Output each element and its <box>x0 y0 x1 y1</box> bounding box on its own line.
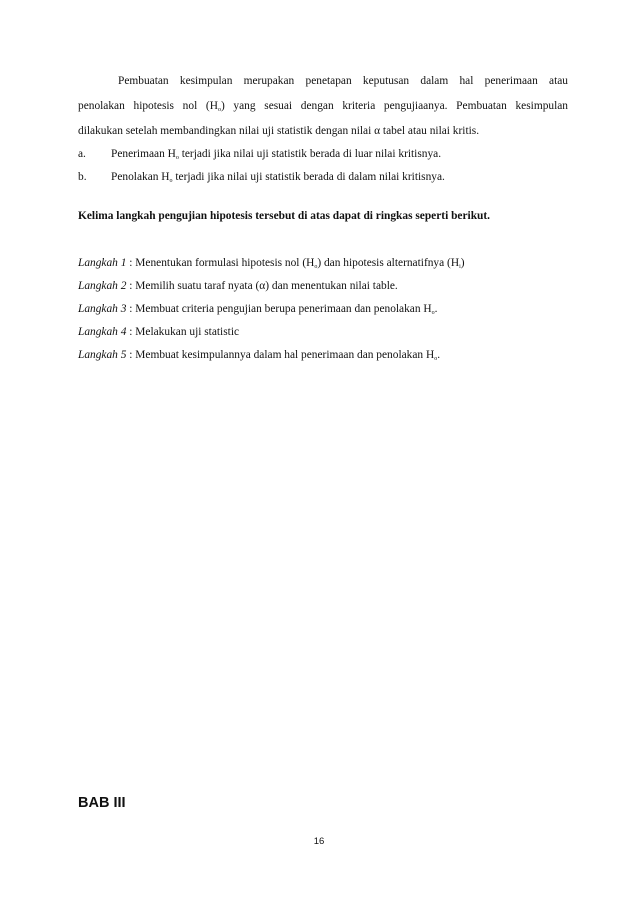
step-row <box>78 325 568 339</box>
subscript: i <box>459 264 461 270</box>
step-text-mid: ) dan hipotesis alternatifnya (H <box>317 257 460 269</box>
step-label: Langkah 4 <box>78 326 127 338</box>
step-row <box>78 279 568 293</box>
paragraph-line-3 <box>78 124 568 138</box>
list-item-b <box>78 170 568 184</box>
step-text: : Memilih suatu taraf nyata (α) dan menentukan nilai table. <box>126 280 398 292</box>
step-label: Langkah 2 <box>78 280 127 292</box>
step-row <box>78 256 568 270</box>
subscript: o <box>434 356 438 362</box>
list-text-rest: terjadi jika nilai uji statistik berada di dalam nilai kritisnya. <box>172 171 445 183</box>
step-text: : Membuat kesimpulannya dalam hal penerimaan dan penolakan H <box>126 349 435 361</box>
paragraph-line-2-rest: ) yang sesuai dengan kriteria pengujiaanya. Pembuatan kesimpulan <box>220 100 569 112</box>
step-text-end: . <box>437 349 441 361</box>
list-item-a <box>78 147 568 161</box>
step-label: Langkah 5 <box>78 349 127 361</box>
section-heading <box>78 209 568 223</box>
step-row <box>78 348 568 362</box>
paragraph-line-2 <box>78 99 568 113</box>
step-text: : Melakukan uji statistic <box>126 326 240 338</box>
subscript: o <box>314 264 318 270</box>
list-marker: a. <box>78 148 86 160</box>
step-text: : Membuat criteria pengujian berupa penerimaan dan penolakan H <box>126 303 432 315</box>
subscript: o <box>175 155 179 161</box>
paragraph-line-2-text: penolakan hipotesis nol (H <box>78 100 218 112</box>
section-heading-text: Kelima langkah pengujian hipotesis tersebut di atas dapat di ringkas seperti berikut. <box>78 210 491 222</box>
page-number: 16 <box>313 836 325 847</box>
step-text: : Menentukan formulasi hipotesis nol (H <box>126 257 315 269</box>
step-text-end: . <box>434 303 438 315</box>
paragraph-line-1 <box>78 74 568 88</box>
chapter-heading: BAB III <box>78 795 126 811</box>
paragraph-line-1-text: Pembuatan kesimpulan merupakan penetapan keputusan dalam hal penerimaan atau <box>118 75 568 87</box>
paragraph-line-3-text: dilakukan setelah membandingkan nilai uji statistik dengan nilai α tabel atau nilai kritis. <box>78 125 480 137</box>
step-label: Langkah 1 <box>78 257 127 269</box>
list-text: Penerimaan H <box>111 148 176 160</box>
subscript: o <box>217 107 221 113</box>
subscript: o <box>169 178 173 184</box>
subscript: o <box>431 310 435 316</box>
step-row <box>78 302 568 316</box>
list-text: Penolakan H <box>111 171 170 183</box>
list-text-rest: terjadi jika nilai uji statistik berada di luar nilai kritisnya. <box>178 148 442 160</box>
list-marker: b. <box>78 171 87 183</box>
step-text-end: ) <box>460 257 465 269</box>
step-label: Langkah 3 <box>78 303 127 315</box>
